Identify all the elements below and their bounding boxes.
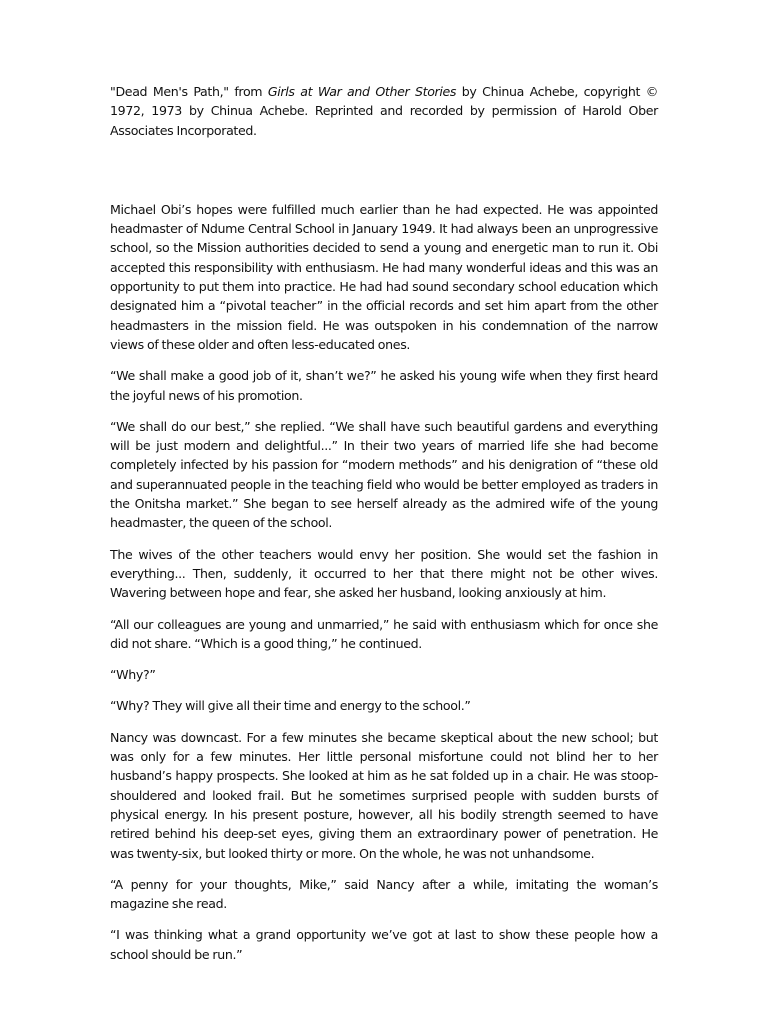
paragraph: “We shall do our best,” she replied. “We shall have such beautiful gardens and everything will be just modern and delightful...” In their two years of married life she had become completely infected by his passion for “modern methods” and his denigration of “these old and superannuated people in the teaching field who would be better employed as traders in the Onitsha market.” She began to see herself already as the admired wife of the young headmaster, the queen of the school.	[110, 418, 658, 531]
credit-text-after: by Chinua Achebe, copyright © 1972, 1973 by Chinua Achebe. Reprinted and recorded by permission of Harold Ober Associates Incorporated.	[110, 84, 658, 138]
document-page	[110, 82, 658, 976]
paragraph: “Why? They will give all their time and energy to the school.”	[110, 698, 471, 714]
book-title: Girls at War and Other Stories	[267, 84, 457, 99]
credit-text-before: "Dead Men's Path," from	[110, 84, 268, 99]
paragraph: The wives of the other teachers would envy her position. She would set the fashion in everything... Then, suddenly, it occurred to her that there might not be other wives. Wavering between hope and fear, she asked her husband, looking anxiously at him.	[110, 546, 658, 601]
copyright-credit	[110, 82, 658, 140]
paragraph: “I was thinking what a grand opportunity we’ve got at last to show these people how a school should be run.”	[110, 927, 658, 962]
paragraph: “Why?”	[110, 667, 156, 683]
paragraph: Michael Obi’s hopes were fulfilled much earlier than he had expected. He was appointed headmaster of Ndume Central School in January 1949. It had always been an unprogressive school, so the Mission authorities decided to send a young and energetic man to run it. Obi accepted this responsibility with enthusiasm. He had many wonderful ideas and this was an opportunity to put them into practice. He had had sound secondary school education which designated him a “pivotal teacher” in the official records and set him apart from the other headmasters in the mission field. He was outspoken in his condemnation of the narrow views of these older and often less-educated ones.	[110, 201, 658, 352]
paragraph: Nancy was downcast. For a few minutes she became skeptical about the new school; but was only for a few minutes. Her little personal misfortune could not blind her to her husband’s happy prospects. She looked at him as he sat folded up in a chair. He was stoop-shouldered and looked frail. But he sometimes surprised people with sudden bursts of physical energy. In his present posture, however, all his bodily strength seemed to have retired behind his deep-set eyes, giving them an extraordinary power of penetration. He was twenty-six, but looked thirty or more. On the whole, he was not unhandsome.	[110, 729, 658, 861]
paragraph: “All our colleagues are young and unmarried,” he said with enthusiasm which for once she did not share. “Which is a good thing,” he continued.	[110, 616, 658, 651]
paragraph: “We shall make a good job of it, shan’t we?” he asked his young wife when they first heard the joyful news of his promotion.	[110, 368, 658, 403]
paragraph: “A penny for your thoughts, Mike,” said Nancy after a while, imitating the woman’s magazine she read.	[110, 876, 658, 912]
